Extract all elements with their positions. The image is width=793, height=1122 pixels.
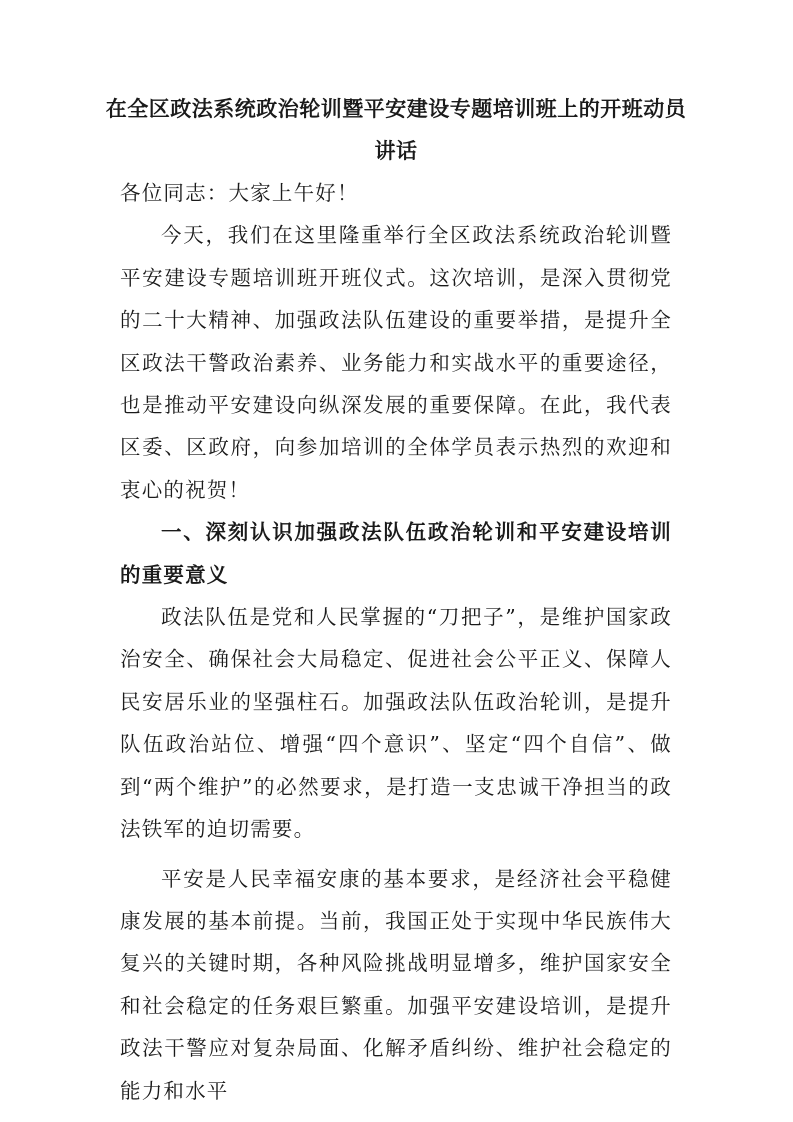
opening-paragraph: 今天，我们在这里隆重举行全区政法系统政治轮训暨平安建设专题培训班开班仪式。这次培训，是深入贯彻党的二十大精神、加强政法队伍建设的重要举措，是提升全区政法干警政治素养、业务能力和实战水平的重要途径，也是推动平安建设向纵深发展的重要保障。在此，我代表区委、区政府，向参加培训的全体学员表示热烈的欢迎和衷心的祝贺！: [120, 223, 672, 502]
body-paragraph: 政法队伍是党和人民掌握的“刀把子”，是维护国家政治安全、确保社会大局稳定、促进社会公平正义、保障人民安居乐业的坚强柱石。加强政法队伍政治轮训，是提升队伍政治站位、增强“四个意识”、坚定“四个自信”、做到“两个维护”的必然要求，是打造一支忠诚干净担当的政法铁军的迫切需要。: [120, 605, 672, 842]
document-title: 在全区政法系统政治轮训暨平安建设专题培训班上的开班动员讲话: [105, 96, 687, 163]
document-page: [105, 88, 687, 1112]
section-heading: 一、深刻认识加强政法队伍政治轮训和平安建设培训的重要意义: [120, 520, 672, 587]
body-paragraph: 平安是人民幸福安康的基本要求，是经济社会平稳健康发展的基本前提。当前，我国正处于实现中华民族伟大复兴的关键时期，各种风险挑战明显增多，维护国家安全和社会稳定的任务艰巨繁重。加强平安建设培训，是提升政法干警应对复杂局面、化解矛盾纠纷、维护社会稳定的能力和水平: [120, 866, 672, 1103]
salutation: 各位同志：大家上午好！: [120, 181, 359, 205]
